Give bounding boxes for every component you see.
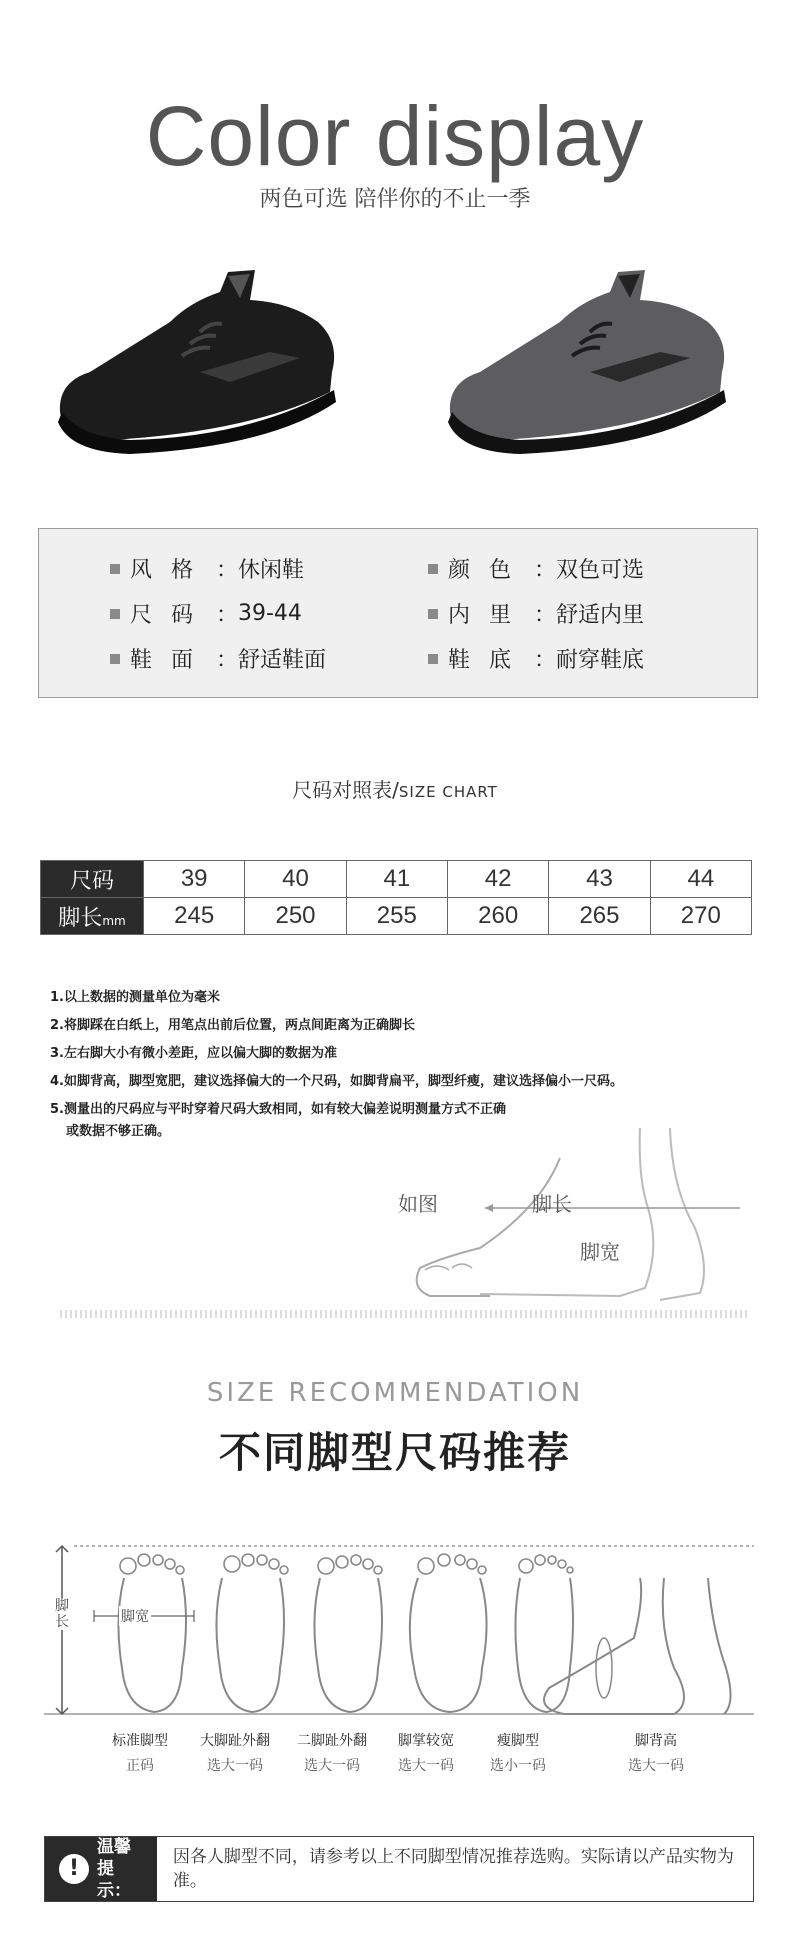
row-header-length: 脚长mm — [41, 898, 144, 935]
recommendation-title-cn: 不同脚型尺码推荐 — [218, 1428, 571, 1477]
foot-types-illustration — [44, 1538, 754, 1718]
foot-type-rec: 选大一码 — [304, 1758, 360, 1774]
foot-type-name: 二脚趾外翻 — [297, 1733, 367, 1749]
spec-upper: 鞋 面 ： 舒适鞋面 — [110, 643, 326, 674]
bullet-square-icon — [428, 609, 438, 619]
table-cell: 250 — [245, 898, 346, 935]
bullet-square-icon — [428, 564, 438, 574]
note-line: 2.将脚踩在白纸上，用笔点出前后位置，两点间距离为正确脚长 — [50, 1018, 415, 1033]
spec-color: 颜 色 ： 双色可选 — [428, 553, 644, 584]
foot-type-rec: 选小一码 — [490, 1758, 546, 1774]
bullet-square-icon — [110, 564, 120, 574]
foot-type-name: 脚掌较宽 — [398, 1733, 454, 1749]
table-cell: 40 — [245, 861, 346, 898]
spec-size: 尺 码 ： 39-44 — [110, 598, 302, 629]
foot-type-rec: 选大一码 — [398, 1758, 454, 1774]
table-cell: 255 — [346, 898, 447, 935]
foot-type-name: 脚背高 — [635, 1733, 677, 1749]
label-as-shown: 如图 — [398, 1192, 438, 1216]
table-cell: 41 — [346, 861, 447, 898]
table-row-size — [41, 861, 752, 898]
bullet-square-icon — [110, 654, 120, 664]
page-subtitle: 两色可选 陪伴你的不止一季 — [259, 187, 531, 212]
length-axis-label: 脚长 — [55, 1598, 69, 1630]
table-cell: 260 — [447, 898, 548, 935]
table-cell: 44 — [650, 861, 751, 898]
table-cell: 39 — [144, 861, 245, 898]
page-title: Color display — [145, 89, 645, 183]
foot-type-name: 大脚趾外翻 — [200, 1733, 270, 1749]
exclamation-icon: ! — [59, 1854, 89, 1884]
note-line: 4.如脚背高，脚型宽肥，建议选择偏大的一个尺码，如脚背扁平，脚型纤瘦，建议选择偏小一尺码。 — [50, 1074, 623, 1089]
label-foot-length: 脚长 — [532, 1192, 572, 1216]
table-row-length — [41, 898, 752, 935]
table-cell: 43 — [549, 861, 650, 898]
note-line: 3.左右脚大小有微小差距，应以偏大脚的数据为准 — [50, 1046, 337, 1061]
foot-type-rec: 选大一码 — [628, 1758, 684, 1774]
black-shoe-image — [50, 262, 350, 482]
bullet-square-icon — [428, 654, 438, 664]
tip-header — [45, 1837, 157, 1901]
size-chart-title: 尺码对照表/SIZE CHART — [292, 778, 498, 802]
note-line: 5.测量出的尺码应与平时穿着尺码大致相同，如有较大偏差说明测量方式不正确 — [50, 1102, 506, 1117]
tip-text: 因各人脚型不同，请参考以上不同脚型情况推荐选购。实际请以产品实物为准。 — [172, 1847, 734, 1891]
width-axis-label: 脚宽 — [119, 1606, 151, 1626]
foot-type-rec: 正码 — [126, 1758, 154, 1774]
recommendation-title-en: SIZE RECOMMENDATION — [206, 1378, 584, 1408]
note-line: 或数据不够正确。 — [66, 1124, 171, 1139]
table-cell: 270 — [650, 898, 751, 935]
foot-type-rec: 选大一码 — [207, 1758, 263, 1774]
spec-lining: 内 里 ： 舒适内里 — [428, 598, 644, 629]
spec-sole: 鞋 底 ： 耐穿鞋底 — [428, 643, 644, 674]
foot-type-name: 标准脚型 — [112, 1733, 168, 1749]
foot-type-name: 瘦脚型 — [497, 1733, 539, 1749]
table-cell: 245 — [144, 898, 245, 935]
table-cell: 265 — [549, 898, 650, 935]
gray-shoe-image — [440, 262, 740, 482]
size-table — [40, 860, 752, 935]
foot-measure-illustration — [60, 1118, 750, 1318]
note-line: 1.以上数据的测量单位为毫米 — [50, 990, 220, 1005]
spec-style: 风 格 ： 休闲鞋 — [110, 553, 304, 584]
tip-label: 温馨提示： — [97, 1837, 131, 1901]
bullet-square-icon — [110, 609, 120, 619]
row-header-size: 尺码 — [41, 861, 144, 898]
label-foot-width: 脚宽 — [580, 1240, 620, 1264]
tip-box — [44, 1836, 754, 1902]
table-cell: 42 — [447, 861, 548, 898]
